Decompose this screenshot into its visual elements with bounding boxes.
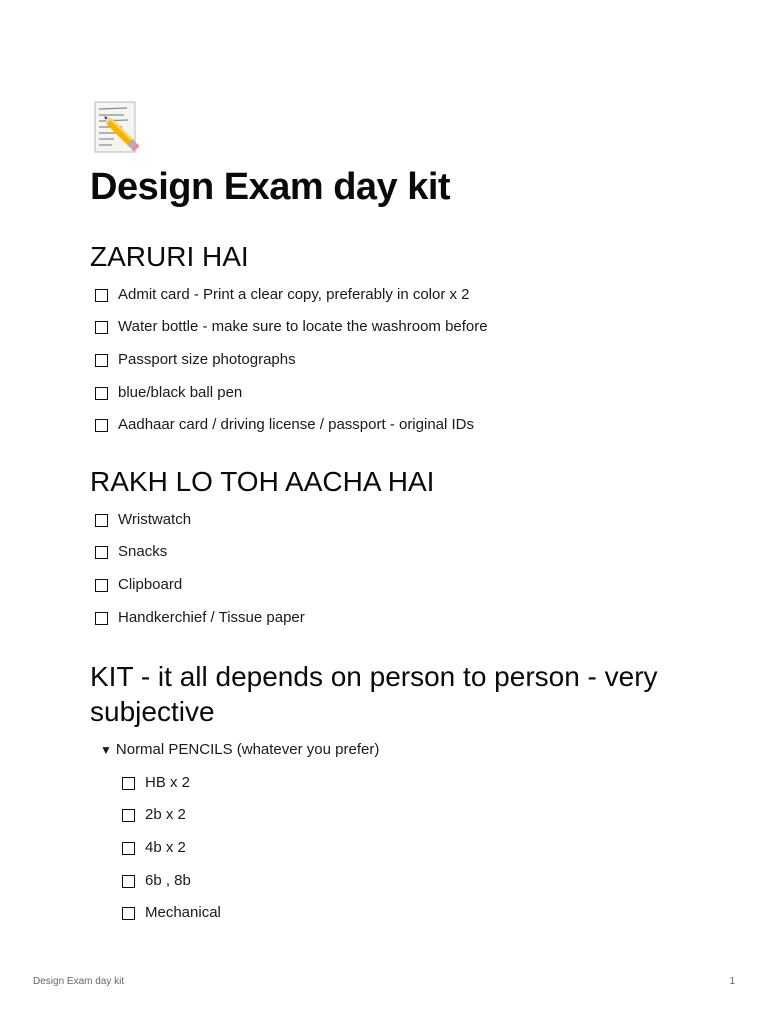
section-heading-rakh-lo: RAKH LO TOH AACHA HAI (90, 465, 435, 497)
todo-item-label: Wristwatch (118, 510, 192, 528)
todo-item (117, 766, 690, 799)
memo-pencil-icon (92, 100, 140, 156)
checkbox[interactable] (95, 419, 108, 432)
checkbox[interactable] (95, 546, 108, 559)
todo-item (117, 799, 690, 832)
checkbox[interactable] (95, 354, 108, 367)
checkbox[interactable] (122, 907, 135, 920)
checkbox[interactable] (95, 321, 108, 334)
footer-doc-title: Design Exam day kit (33, 976, 125, 987)
checkbox[interactable] (95, 612, 108, 625)
todo-item (117, 831, 690, 864)
todo-item (90, 408, 690, 441)
todo-item-label: HB x 2 (145, 773, 191, 791)
checkbox[interactable] (122, 777, 135, 790)
todo-item-label: Admit card - Print a clear copy, preferably in color x 2 (118, 285, 470, 303)
todo-item (90, 568, 690, 601)
checkbox[interactable] (122, 842, 135, 855)
toggle-label: Normal PENCILS (whatever you prefer) (115, 741, 380, 759)
checkbox[interactable] (95, 289, 108, 302)
todo-item-label: Clipboard (118, 575, 183, 593)
todo-item (90, 278, 690, 311)
todo-item-label: Handkerchief / Tissue paper (118, 608, 305, 626)
todo-item-label: Aadhaar card / driving license / passport - original IDs (118, 416, 475, 434)
todo-item-label: 2b x 2 (145, 806, 186, 824)
footer-page-number: 1 (729, 976, 735, 987)
checkbox[interactable] (95, 514, 108, 527)
todo-item (90, 343, 690, 376)
section-heading-kit: KIT - it all depends on person to person - very subjective (90, 661, 658, 728)
toggle-normal-pencils[interactable] (90, 733, 690, 766)
todo-item (117, 896, 690, 929)
todo-list-zaruri-hai (90, 278, 690, 441)
todo-list-rakh-lo (90, 503, 690, 633)
todo-list-pencils (117, 766, 690, 929)
triangle-down-icon[interactable]: ▼ (100, 742, 112, 757)
todo-item (117, 864, 690, 897)
todo-item-label: 4b x 2 (145, 838, 186, 856)
checkbox[interactable] (95, 579, 108, 592)
checkbox[interactable] (122, 809, 135, 822)
todo-item-label: Mechanical (145, 904, 221, 922)
todo-item (90, 376, 690, 409)
todo-item-label: blue/black ball pen (118, 383, 243, 401)
checkbox[interactable] (122, 875, 135, 888)
document-page (90, 100, 690, 929)
page-footer (33, 976, 735, 987)
section-heading-zaruri-hai: ZARURI HAI (90, 241, 249, 272)
todo-item-label: Water bottle - make sure to locate the washroom before (118, 318, 488, 336)
todo-item (90, 503, 690, 536)
todo-item-label: Snacks (118, 543, 168, 561)
todo-item (90, 536, 690, 569)
page-title: Design Exam day kit (90, 166, 451, 208)
checkbox[interactable] (95, 387, 108, 400)
todo-item-label: 6b , 8b (145, 871, 191, 889)
todo-item (90, 311, 690, 344)
todo-item (90, 601, 690, 634)
todo-item-label: Passport size photographs (118, 350, 296, 368)
